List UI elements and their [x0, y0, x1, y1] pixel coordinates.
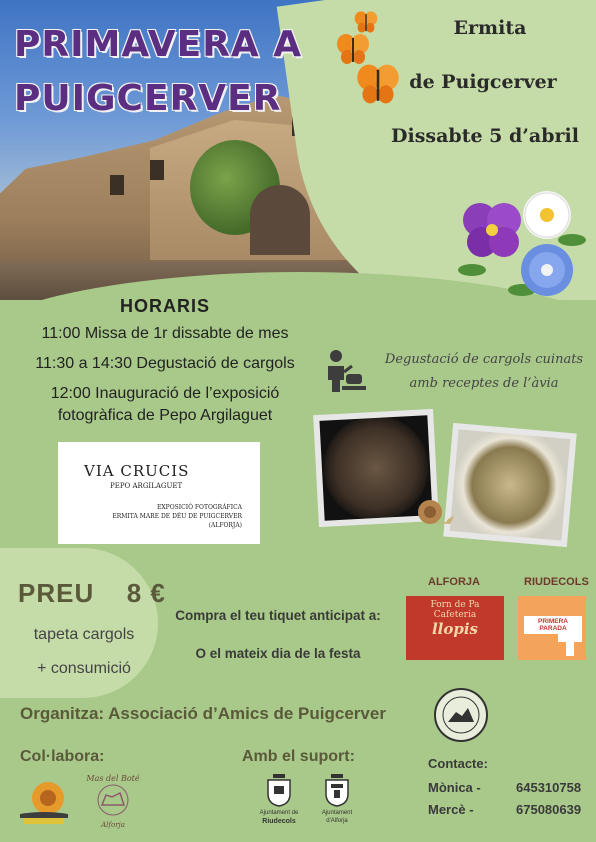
window	[150, 160, 164, 180]
alforja-shield-icon	[322, 772, 352, 808]
price-label: PREU	[18, 578, 95, 608]
shop2-town: RIUDECOLS	[524, 576, 589, 588]
schedule-item: 12:00 Inauguració de l’exposició	[50, 385, 280, 402]
viacrucis-title: VIA CRUCIS	[84, 462, 190, 480]
donkey-icon	[82, 783, 144, 817]
alforja-text: Alforja	[101, 821, 125, 829]
contact1-phone: 645310758	[516, 780, 582, 795]
schedule-item: fotogràfica de Pepo Argilaguet	[57, 407, 273, 424]
price-amount: 8 €	[126, 578, 166, 608]
butterfly-icon	[356, 62, 400, 106]
tasting-block	[322, 344, 592, 404]
tasting-text	[374, 348, 594, 396]
support-logo2-line1: Ajuntament	[321, 810, 353, 816]
event-info	[390, 14, 590, 176]
shop-llopis-logo	[406, 596, 504, 660]
contact2-name: Mercè -	[428, 802, 474, 817]
riudecols-shield-icon	[264, 772, 294, 808]
poster-title	[14, 18, 304, 126]
price-line-2: + consumició	[37, 660, 131, 677]
association-seal-logo	[434, 688, 488, 742]
shop1-name-a: Forn de Pa	[430, 600, 480, 610]
support-logo1-line2: Riudecols	[262, 818, 296, 825]
schedule-heading: HORARIS	[119, 296, 210, 316]
event-date: Dissabte 5 d’abril	[391, 125, 579, 147]
contact-label: Contacte:	[428, 756, 488, 771]
tasting-line-1: Degustació de cargols cuinats	[384, 352, 584, 367]
shop-primera-parada-logo	[518, 596, 586, 660]
tasting-line-2: amb receptes de l’àvia	[409, 376, 559, 391]
butterfly-icon	[354, 10, 378, 34]
contact1-name: Mònica -	[428, 780, 481, 795]
collab-label: Col·labora:	[20, 748, 105, 765]
shop1-town: ALFORJA	[428, 576, 480, 588]
hermitage-arch	[250, 185, 310, 255]
price-line-1: tapeta cargols	[33, 626, 135, 643]
snails-plate-photo	[443, 423, 576, 547]
viacrucis-line: (ALFORJA)	[208, 522, 242, 529]
butterfly-icon	[336, 32, 370, 66]
shop2-name: PRIMERA PARADA	[524, 616, 582, 634]
shop1-name-b: Cafeteria	[433, 610, 477, 620]
cooking-person-icon	[322, 348, 368, 394]
price	[18, 578, 166, 609]
mas-del-bote-text: Mas del Boté	[86, 774, 140, 783]
schedule	[10, 296, 320, 435]
snail-icon	[408, 490, 456, 530]
support-logo2-line2: d'Alforja	[326, 818, 348, 824]
event-place-line-2: de Puigcerver	[409, 71, 557, 93]
title-line-1: PRIMAVERA A	[14, 24, 303, 65]
flowers-icon	[452, 190, 592, 310]
title-line-2: PUIGCERVER	[14, 78, 282, 119]
buy-alt-text: O el mateix dia de la festa	[195, 646, 361, 661]
schedule-item: 11:30 a 14:30 Degustació de cargols	[35, 355, 295, 372]
hermitage-seal-icon	[436, 690, 486, 740]
schedule-item: 11:00 Missa de 1r dissabte de mes	[41, 325, 289, 342]
mas-del-bote-logo	[82, 774, 144, 832]
viacrucis-line: ERMITA MARE DE DÉU DE PUIGCERVER	[112, 513, 242, 520]
contact2-phone: 675080639	[516, 802, 582, 817]
window	[110, 175, 124, 195]
support-label: Amb el suport:	[242, 748, 355, 765]
shop1-name-c: llopis	[431, 620, 479, 638]
event-place-line-1: Ermita	[453, 17, 527, 39]
viacrucis-card	[58, 442, 260, 544]
organizer-text: Organitza: Associació d’Amics de Puigcerver	[20, 704, 386, 723]
escargot-logo	[18, 776, 70, 826]
viacrucis-author: PEPO ARGILAGUET	[110, 482, 183, 490]
support-logo1-line1: Ajuntament de	[259, 810, 299, 816]
buy-ticket-text: Compra el teu tiquet anticipat a:	[175, 608, 381, 623]
viacrucis-line: EXPOSICIÓ FOTOGRÀFICA	[157, 504, 242, 511]
